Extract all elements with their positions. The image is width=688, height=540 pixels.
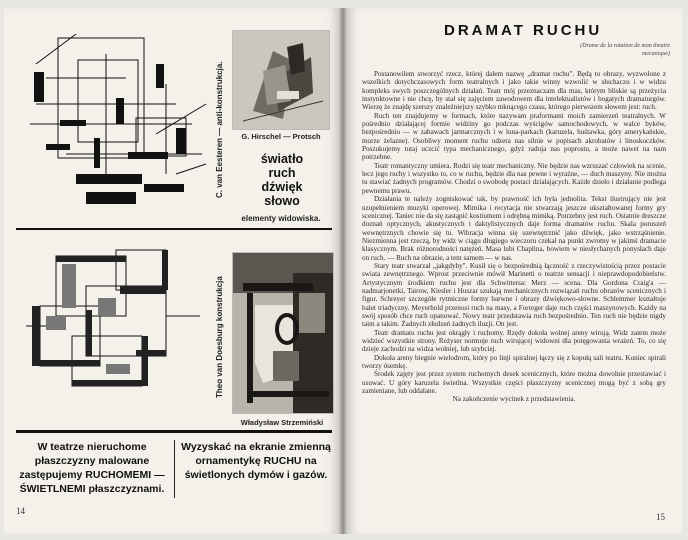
- word-light: światło: [260, 152, 304, 166]
- closing-line: Na zakończenie wycinek z przedstawienia.: [452, 395, 576, 404]
- paragraph: Postanowiłem stworzyć rzecz, której dałem nazwę „dramat ruchu". Będą to obrazy, wyzwolone z wszelkich dotychczasowych form teatralnych i jako takie winny wzwolić w słuchaczu i w widzu kompleks swych poszczególnych działań. Teatr mój przeznaczam dla mas, którym bliskie są przeżycia instynktowne i nie chcę, by stał się zajęciem zawodowem dla intelektualistów i bogatych dramaturgów. Wierzę że znajdę szerszy znaleźniejszy szybko mknącego czasu, którego pierwszem słowem jest: ruch.: [362, 70, 666, 112]
- article-motto: (Drame de la rotation de mon theatre mecanique): [580, 43, 670, 57]
- elements-words: [236, 152, 328, 208]
- paragraph: Środek zajęty jest przez system ruchomych desek scenicznych, które można dowolnie przestawiać i usuwać. U góry karuzela świetlna. Wszystkie części płaszczyzny scenicznej mogą być z sobą gry zamieniane, lub oddalane.: [362, 370, 666, 396]
- paragraph: Działania te należy zogniskować tak, by prawność ich była jednolita. Tekst ilustrujący nie jest uzupełnieniem muzyki operowej. Mimika i recytacja nie stwarzają jeszcze ukształtowanej formy gry scenicznej. Taniec nie da się zastąpić kostiumem i odrębną mimiką. Potrzebny jest ruch. Ostatnie dreszcze doznań optycznych, akustycznych i daktylistycznych daje forma dramatów ruchu. Skala poruszeń wewnętrznych chowie się tu. Wibracja winna się uzewnętrznić jako dźwięk, jako wstrząśnienie. Niezmienna jest rzeczą, by widz w ciągu długiego wieczoru czekał na punkt zwrotny w jakimś dramacie klasycznym. Brak różnorodności natężeń. Masa lubi Chaplina, bowiem w niesłychanych ponysłach daje on ruch. — Ruch na obrazie, a tem samem — w nas.: [362, 195, 666, 262]
- bottom-vertical-divider: [174, 440, 175, 498]
- right-page: [346, 8, 682, 534]
- doesburg-label: Theo van Doesburg konstrukcja: [215, 276, 224, 398]
- word-word: słowo: [264, 194, 300, 208]
- page-number-left: 14: [16, 506, 25, 516]
- van-eesteren-drawing: [16, 24, 214, 214]
- bottom-divider: [16, 430, 332, 433]
- left-page: [4, 8, 340, 534]
- strzeminski-photo: [232, 252, 334, 414]
- paragraph: Stary teatr stwarzał „jakgdyby". Kusił się o bezpośrednią łączność z rzeczywistością przez postacie swiata zewnętrznego. Wprost przeciwnie mówił Marinetti o teatrze sensacji i nieprawdopodobieństw. Artystycznym środkiem ruchu jest dla Schwittersa: Merz — scena. Dla Gordona Craig'a — nadmarjonetki, Tairow, Kiesler i Huszar szukają mechanicznych rozwiązań ruchu obrazów scenicznych i figur. Schreyer szczegółe rytmiczne formy barwne i obrazy dźwiękowo-słowne. Schlemmer kształtuje balet triadyczny. Meyerhold przenosi ruch na masy, a Forreger daje ruch części maszynowych. Każdy na swój sposób chce ruch opanować. Nowy teatr przedstawia ruch bezpośrednio. Ten ruch nie będzie nigdy taim a takim. Żadnych złudzeń żadnych iluzji. On jest.: [362, 261, 666, 329]
- page-number-right: 15: [656, 512, 665, 522]
- strzeminski-caption: Władysław Strzemiński: [240, 418, 324, 427]
- bottom-left-slogan: W teatrze nieruchome płaszczyzny malowane zastępujemy RUCHOMEMI — ŚWIETLNEMI płaszczyznami.: [19, 441, 165, 495]
- elements-subtitle: elementy widowiska.: [241, 214, 321, 223]
- hirschel-caption: G. Hirschel — Protsch: [241, 132, 321, 141]
- top-divider: [16, 228, 332, 230]
- paragraph: Teatr dramatu ruchu jest okrągły i ruchomy. Rzędy dokoła wolnej areny wirują. Widz zatem może widzieć wszystkie strony. Reżyser normuje ruch wirującej widowni dla potęgowania wrażeń. To, co się dzieje zachodzi na widza wolniej, lub szybciej.: [362, 328, 666, 354]
- word-sound: dźwięk: [261, 180, 303, 194]
- hirschel-photo: [232, 30, 330, 130]
- word-motion: ruch: [268, 166, 296, 180]
- paragraph: Teatr romantyczny umiera. Rodzi się teatr mechaniczny. Nie będzie nas wzruszać człowiek na scenie, lecz jego ruchy i wszystko to, co w ruchu, będzie dla nas pewne i wyraźne, — duch maszyny. Nie można tu stawiać żadnych programów. Chodzi o swobodę postaci działających. Każde dzieło i działanie podlega pewnemu prawu.: [362, 161, 666, 195]
- bottom-right-slogan: Wyzyskać na ekranie zmienną ornamentykę RUCHU na świetlonych dymów i gazów.: [181, 441, 331, 481]
- paragraph: Ruch ten znajdujemy w formach, które nazywam praformami moich zamierzeń teatralnych. W pośrednio działającej formie widziny go podczas wyścigów samochodowych, w walce byków, bezpośrednio — w zabawach jarmarcznych i w luna-parkach (karuzela, huśtawka, góry amerykańskie, morze żelazne). Osobliwy moment ruchu udzera nas silnie w popisach akrobatów i linoskoczków. Poszukujemy tutaj uczcić typa mechanicznego, gdyż raduja nas poprostu, a może nawet na nam potrzebne.: [362, 111, 666, 162]
- article-body: [362, 70, 666, 404]
- doesburg-drawing: [16, 236, 206, 412]
- article-title: DRAMAT RUCHU: [444, 22, 603, 39]
- van-eesteren-label: C. van Eesteren — anti-konstrukcja.: [215, 61, 224, 198]
- paragraph: Dokoła areny biegnie wielodrom, który po linji spiralnej łączy się z kopułą sali teatru. Koniec spirali tworzy ósemkę.: [362, 353, 666, 371]
